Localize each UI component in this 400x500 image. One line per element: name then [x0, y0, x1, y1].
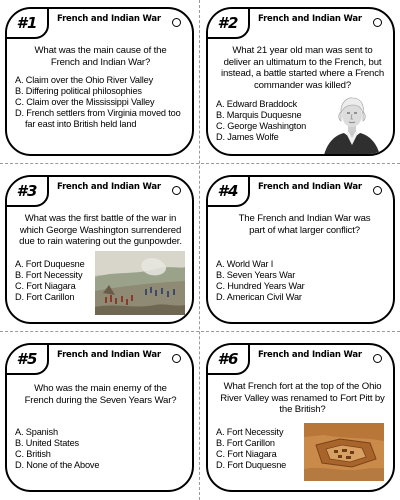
question-text: What 21 year old man was sent to deliver an ultimatum to the French, but instead, a battle started where a French commander was killed? [220, 45, 385, 91]
quiz-card-5 [5, 343, 194, 492]
question-text: Who was the main enemy of the French during the Seven Years War? [24, 383, 177, 406]
answer-option: C. Claim over the Mississippi Valley [15, 97, 155, 107]
punch-hole-icon [373, 354, 382, 363]
answer-option: A. Fort Duquesne [15, 259, 85, 269]
quiz-card-2 [206, 7, 395, 156]
card-topic: French and Indian War [258, 14, 362, 24]
answer-option: B. United States [15, 438, 79, 448]
card-number: #1 [5, 7, 49, 39]
card-topic: French and Indian War [258, 182, 362, 192]
punch-hole-icon [373, 186, 382, 195]
card-number: #5 [5, 343, 49, 375]
answer-option: A. Claim over the Ohio River Valley [15, 75, 154, 85]
quiz-card-6 [206, 343, 395, 492]
card-number: #4 [206, 175, 250, 207]
answer-list [15, 75, 186, 130]
quiz-card-4 [206, 175, 395, 324]
answer-option: C. Fort Niagara [15, 281, 76, 291]
answer-option: C. Fort Niagara [216, 449, 277, 459]
question-text: What French fort at the top of the Ohio River Valley was renamed to Fort Pitt by the British? [220, 381, 385, 415]
answer-option: D. James Wolfe [216, 132, 279, 142]
answer-option: C. British [15, 449, 51, 459]
quiz-card-1 [5, 7, 194, 156]
answer-option: B. Seven Years War [216, 270, 296, 280]
answer-option: D. Fort Carillon [15, 292, 75, 302]
horizontal-cut-line [0, 163, 400, 164]
answer-option: B. Fort Necessity [15, 270, 83, 280]
punch-hole-icon [172, 18, 181, 27]
answer-option: C. George Washington [216, 121, 307, 131]
question-text: What was the main cause of the French and Indian War? [34, 45, 167, 68]
quiz-card-3 [5, 175, 194, 324]
answer-option: A. Fort Necessity [216, 427, 284, 437]
vertical-cut-line [199, 0, 200, 500]
card-topic: French and Indian War [57, 350, 161, 360]
fort-model-image [304, 423, 384, 481]
punch-hole-icon [172, 354, 181, 363]
punch-hole-icon [373, 18, 382, 27]
answer-option: D. French settlers from Virginia moved too far east into British held land [15, 108, 181, 129]
answer-option: D. Fort Duquesne [216, 460, 287, 470]
card-number: #3 [5, 175, 49, 207]
card-number: #6 [206, 343, 250, 375]
punch-hole-icon [172, 186, 181, 195]
question-text: What was the first battle of the war in which George Washington surrendered due to rain watering out the gunpowder. [19, 213, 182, 247]
card-topic: French and Indian War [258, 350, 362, 360]
question-text: The French and Indian War was part of what larger conflict? [238, 213, 371, 236]
washington-portrait-image [322, 95, 382, 155]
horizontal-cut-line [0, 331, 400, 332]
answer-option: D. American Civil War [216, 292, 302, 302]
answer-option: B. Fort Carillon [216, 438, 275, 448]
answer-option: A. Spanish [15, 427, 58, 437]
answer-option: B. Differing political philosophies [15, 86, 142, 96]
answer-list [216, 259, 387, 303]
answer-option: C. Hundred Years War [216, 281, 305, 291]
card-topic: French and Indian War [57, 182, 161, 192]
answer-option: A. World War I [216, 259, 274, 269]
card-number: #2 [206, 7, 250, 39]
answer-list [15, 427, 186, 471]
card-topic: French and Indian War [57, 14, 161, 24]
answer-option: A. Edward Braddock [216, 99, 298, 109]
battle-painting-image [95, 251, 185, 315]
answer-option: D. None of the Above [15, 460, 100, 470]
answer-option: B. Marquis Duquesne [216, 110, 302, 120]
